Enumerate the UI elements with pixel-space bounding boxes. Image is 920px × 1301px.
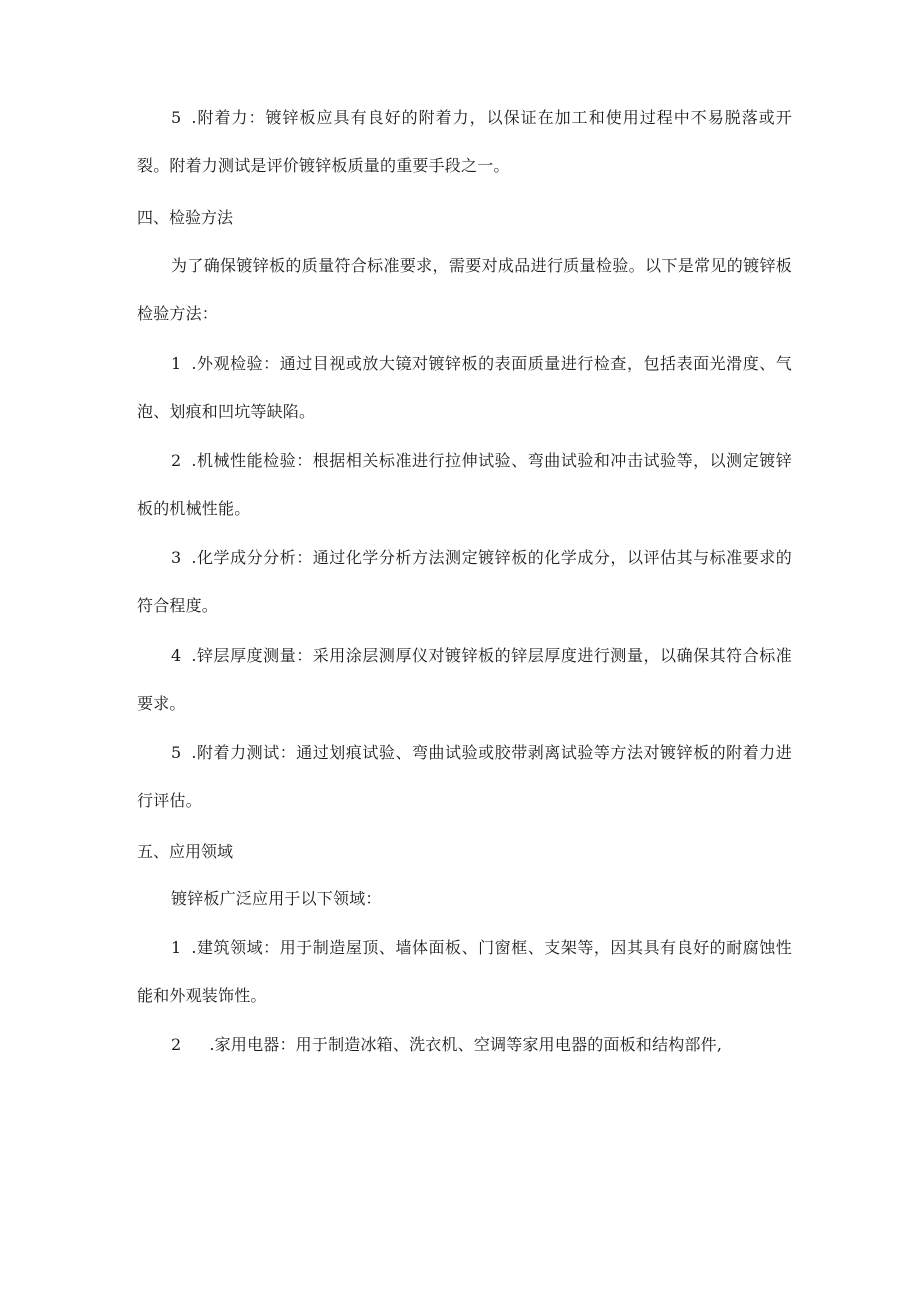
list-number: 3 (171, 548, 182, 567)
list-item-construction (137, 924, 792, 1020)
list-item-adhesion-test (137, 729, 792, 825)
list-item-home-appliances (137, 1021, 792, 1069)
list-item-text: .机械性能检验：根据相关标准进行拉伸试验、弯曲试验和冲击试验等，以测定镀锌板的机械性能。 (137, 451, 792, 518)
list-number: 5 (171, 108, 182, 127)
list-number: 1 (171, 354, 182, 373)
paragraph-text: .附着力：镀锌板应具有良好的附着力，以保证在加工和使用过程中不易脱落或开裂。附着力测试是评价镀锌板质量的重要手段之一。 (137, 108, 792, 175)
paragraph-inspection-intro: 为了确保镀锌板的质量符合标准要求，需要对成品进行质量检验。以下是常见的镀锌板检验方法： (137, 256, 792, 323)
list-item-appearance-inspection (137, 340, 792, 436)
list-item-text: .建筑领域：用于制造屋顶、墙体面板、门窗框、支架等，因其具有良好的耐腐蚀性能和外观装饰性。 (137, 938, 792, 1005)
list-item-text: .附着力测试：通过划痕试验、弯曲试验或胶带剥离试验等方法对镀锌板的附着力进行评估。 (137, 743, 792, 810)
list-item-chemical-analysis (137, 534, 792, 630)
list-item-text: .化学成分分析：通过化学分析方法测定镀锌板的化学成分，以评估其与标准要求的符合程度。 (137, 548, 792, 615)
list-number: 5 (171, 743, 182, 762)
list-item-mechanical-inspection (137, 437, 792, 533)
paragraph-adhesion-property (137, 94, 792, 190)
list-item-zinc-thickness (137, 632, 792, 728)
list-item-text: .外观检验：通过目视或放大镜对镀锌板的表面质量进行检查，包括表面光滑度、气泡、划痕和凹坑等缺陷。 (137, 354, 792, 421)
list-number: 2 (171, 451, 182, 470)
list-number: 2 (171, 1035, 182, 1054)
list-number: 1 (171, 938, 182, 957)
section-heading-applications: 五、应用领域 (137, 842, 234, 861)
section-heading-inspection-methods: 四、检验方法 (137, 208, 234, 227)
list-item-text: .锌层厚度测量：采用涂层测厚仪对镀锌板的锌层厚度进行测量，以确保其符合标准要求。 (137, 646, 792, 713)
list-item-text: .家用电器：用于制造冰箱、洗衣机、空调等家用电器的面板和结构部件, (209, 1035, 723, 1054)
paragraph-applications-intro: 镀锌板广泛应用于以下领域： (171, 889, 382, 908)
list-number: 4 (171, 646, 182, 665)
